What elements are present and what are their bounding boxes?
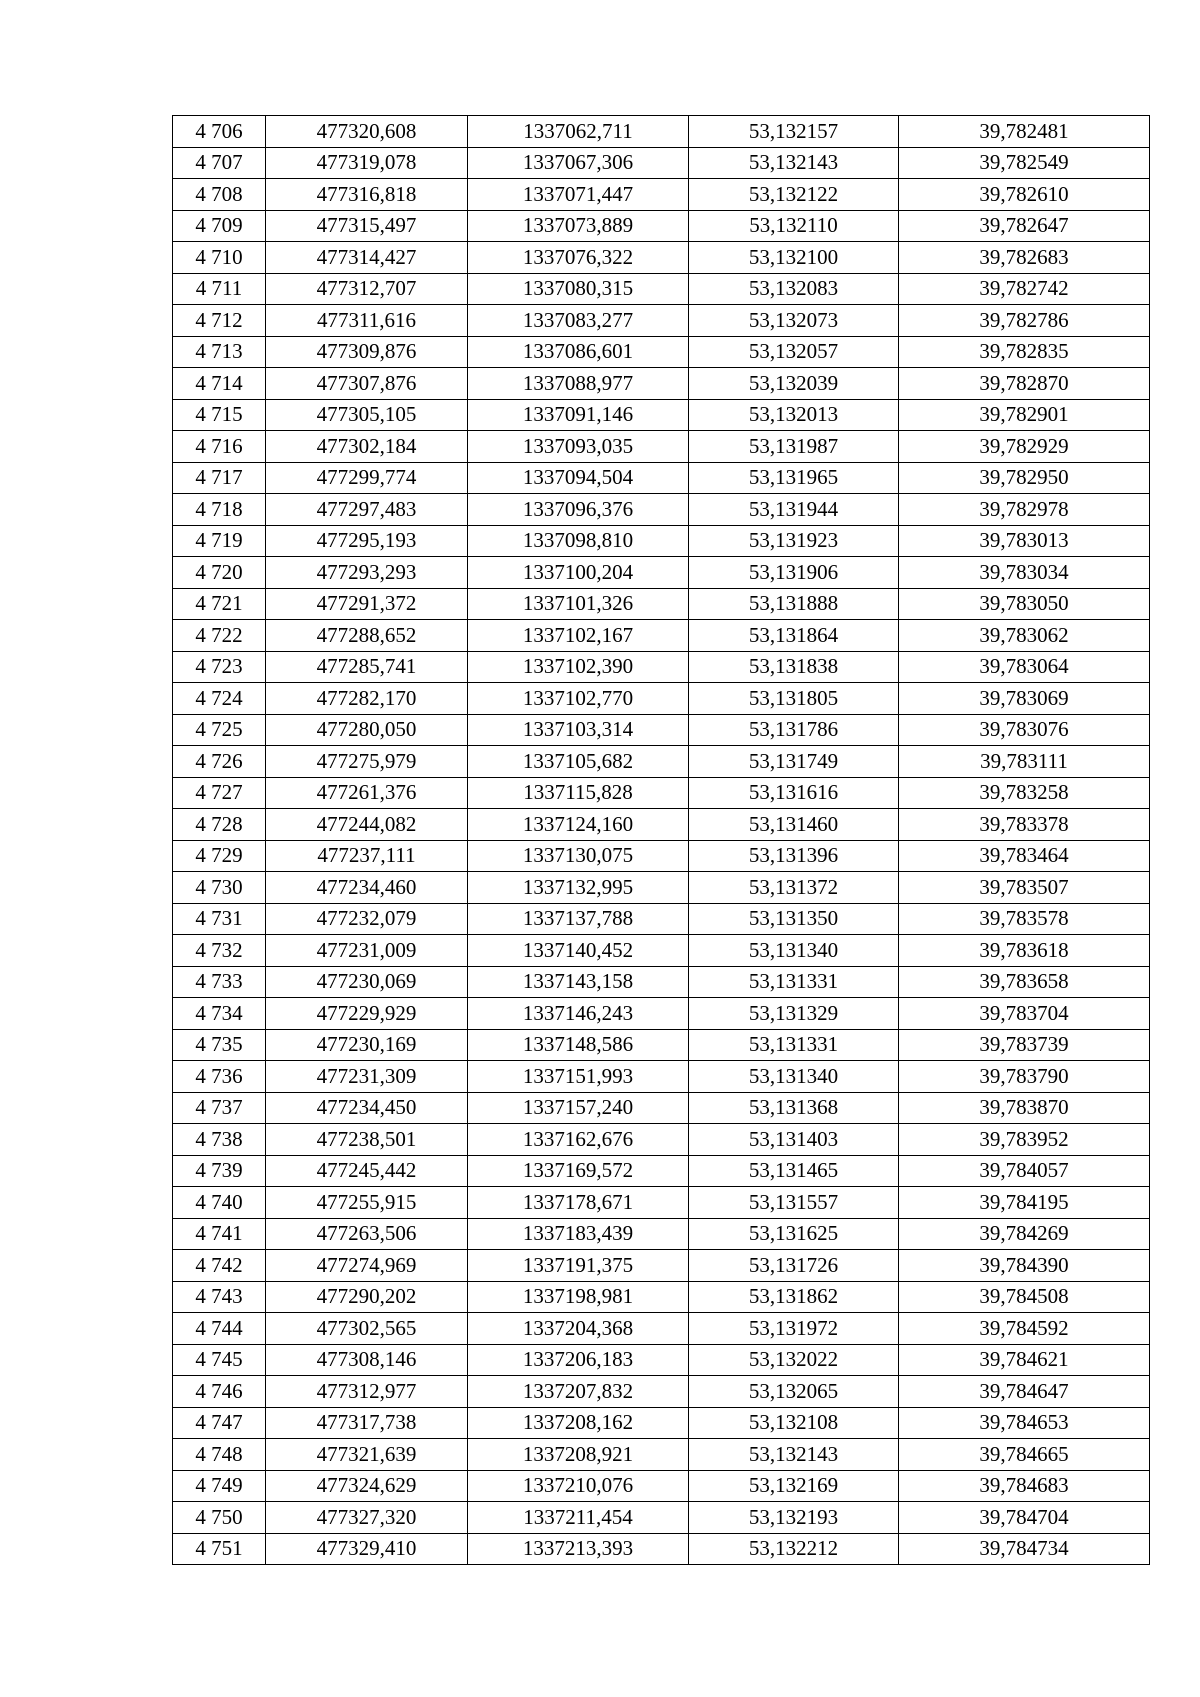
- latitude-cell: 53,132100: [689, 242, 899, 274]
- y-coordinate-cell: 1337088,977: [468, 368, 689, 400]
- y-coordinate-cell: 1337080,315: [468, 273, 689, 305]
- y-coordinate-cell: 1337096,376: [468, 494, 689, 526]
- longitude-cell: 39,783050: [899, 588, 1150, 620]
- longitude-cell: 39,783618: [899, 935, 1150, 967]
- x-coordinate-cell: 477319,078: [266, 147, 468, 179]
- table-row: [173, 683, 1150, 715]
- longitude-cell: 39,784269: [899, 1218, 1150, 1250]
- x-coordinate-cell: 477280,050: [266, 714, 468, 746]
- longitude-cell: 39,783464: [899, 840, 1150, 872]
- x-coordinate-cell: 477275,979: [266, 746, 468, 778]
- point-number-cell: 4 739: [173, 1155, 266, 1187]
- y-coordinate-cell: 1337086,601: [468, 336, 689, 368]
- latitude-cell: 53,132065: [689, 1376, 899, 1408]
- latitude-cell: 53,131972: [689, 1313, 899, 1345]
- x-coordinate-cell: 477295,193: [266, 525, 468, 557]
- point-number-cell: 4 745: [173, 1344, 266, 1376]
- x-coordinate-cell: 477245,442: [266, 1155, 468, 1187]
- latitude-cell: 53,131625: [689, 1218, 899, 1250]
- x-coordinate-cell: 477261,376: [266, 777, 468, 809]
- point-number-cell: 4 730: [173, 872, 266, 904]
- y-coordinate-cell: 1337105,682: [468, 746, 689, 778]
- y-coordinate-cell: 1337094,504: [468, 462, 689, 494]
- latitude-cell: 53,131864: [689, 620, 899, 652]
- y-coordinate-cell: 1337178,671: [468, 1187, 689, 1219]
- point-number-cell: 4 732: [173, 935, 266, 967]
- latitude-cell: 53,132073: [689, 305, 899, 337]
- x-coordinate-cell: 477229,929: [266, 998, 468, 1030]
- x-coordinate-cell: 477321,639: [266, 1439, 468, 1471]
- point-number-cell: 4 741: [173, 1218, 266, 1250]
- point-number-cell: 4 748: [173, 1439, 266, 1471]
- y-coordinate-cell: 1337071,447: [468, 179, 689, 211]
- y-coordinate-cell: 1337137,788: [468, 903, 689, 935]
- latitude-cell: 53,131331: [689, 1029, 899, 1061]
- longitude-cell: 39,784508: [899, 1281, 1150, 1313]
- table-row: [173, 1124, 1150, 1156]
- point-number-cell: 4 709: [173, 210, 266, 242]
- y-coordinate-cell: 1337062,711: [468, 116, 689, 148]
- longitude-cell: 39,784647: [899, 1376, 1150, 1408]
- longitude-cell: 39,784734: [899, 1533, 1150, 1565]
- x-coordinate-cell: 477299,774: [266, 462, 468, 494]
- latitude-cell: 53,132143: [689, 1439, 899, 1471]
- longitude-cell: 39,782870: [899, 368, 1150, 400]
- table-row: [173, 1502, 1150, 1534]
- table-row: [173, 1281, 1150, 1313]
- latitude-cell: 53,132193: [689, 1502, 899, 1534]
- table-row: [173, 998, 1150, 1030]
- x-coordinate-cell: 477309,876: [266, 336, 468, 368]
- point-number-cell: 4 749: [173, 1470, 266, 1502]
- x-coordinate-cell: 477234,460: [266, 872, 468, 904]
- point-number-cell: 4 713: [173, 336, 266, 368]
- table-row: [173, 210, 1150, 242]
- x-coordinate-cell: 477311,616: [266, 305, 468, 337]
- x-coordinate-cell: 477230,169: [266, 1029, 468, 1061]
- table-row: [173, 116, 1150, 148]
- y-coordinate-cell: 1337102,167: [468, 620, 689, 652]
- point-number-cell: 4 707: [173, 147, 266, 179]
- point-number-cell: 4 737: [173, 1092, 266, 1124]
- x-coordinate-cell: 477312,977: [266, 1376, 468, 1408]
- longitude-cell: 39,783062: [899, 620, 1150, 652]
- latitude-cell: 53,131331: [689, 966, 899, 998]
- point-number-cell: 4 711: [173, 273, 266, 305]
- x-coordinate-cell: 477307,876: [266, 368, 468, 400]
- point-number-cell: 4 736: [173, 1061, 266, 1093]
- x-coordinate-cell: 477237,111: [266, 840, 468, 872]
- y-coordinate-cell: 1337198,981: [468, 1281, 689, 1313]
- y-coordinate-cell: 1337146,243: [468, 998, 689, 1030]
- y-coordinate-cell: 1337100,204: [468, 557, 689, 589]
- table-row: [173, 1344, 1150, 1376]
- latitude-cell: 53,131616: [689, 777, 899, 809]
- point-number-cell: 4 743: [173, 1281, 266, 1313]
- table-row: [173, 935, 1150, 967]
- longitude-cell: 39,782683: [899, 242, 1150, 274]
- latitude-cell: 53,132110: [689, 210, 899, 242]
- latitude-cell: 53,131329: [689, 998, 899, 1030]
- y-coordinate-cell: 1337124,160: [468, 809, 689, 841]
- point-number-cell: 4 751: [173, 1533, 266, 1565]
- latitude-cell: 53,132143: [689, 147, 899, 179]
- latitude-cell: 53,131786: [689, 714, 899, 746]
- latitude-cell: 53,132157: [689, 116, 899, 148]
- table-row: [173, 777, 1150, 809]
- latitude-cell: 53,131862: [689, 1281, 899, 1313]
- point-number-cell: 4 734: [173, 998, 266, 1030]
- x-coordinate-cell: 477308,146: [266, 1344, 468, 1376]
- table-row: [173, 1218, 1150, 1250]
- x-coordinate-cell: 477329,410: [266, 1533, 468, 1565]
- x-coordinate-cell: 477302,565: [266, 1313, 468, 1345]
- x-coordinate-cell: 477232,079: [266, 903, 468, 935]
- latitude-cell: 53,132122: [689, 179, 899, 211]
- longitude-cell: 39,783578: [899, 903, 1150, 935]
- latitude-cell: 53,131906: [689, 557, 899, 589]
- table-row: [173, 336, 1150, 368]
- y-coordinate-cell: 1337210,076: [468, 1470, 689, 1502]
- table-row: [173, 746, 1150, 778]
- longitude-cell: 39,783870: [899, 1092, 1150, 1124]
- y-coordinate-cell: 1337169,572: [468, 1155, 689, 1187]
- x-coordinate-cell: 477291,372: [266, 588, 468, 620]
- longitude-cell: 39,782481: [899, 116, 1150, 148]
- longitude-cell: 39,784683: [899, 1470, 1150, 1502]
- table-row: [173, 305, 1150, 337]
- y-coordinate-cell: 1337151,993: [468, 1061, 689, 1093]
- table-row: [173, 714, 1150, 746]
- longitude-cell: 39,783378: [899, 809, 1150, 841]
- x-coordinate-cell: 477327,320: [266, 1502, 468, 1534]
- longitude-cell: 39,784653: [899, 1407, 1150, 1439]
- longitude-cell: 39,783258: [899, 777, 1150, 809]
- table-row: [173, 651, 1150, 683]
- y-coordinate-cell: 1337076,322: [468, 242, 689, 274]
- longitude-cell: 39,782950: [899, 462, 1150, 494]
- x-coordinate-cell: 477317,738: [266, 1407, 468, 1439]
- point-number-cell: 4 718: [173, 494, 266, 526]
- point-number-cell: 4 728: [173, 809, 266, 841]
- longitude-cell: 39,784665: [899, 1439, 1150, 1471]
- longitude-cell: 39,782610: [899, 179, 1150, 211]
- latitude-cell: 53,132057: [689, 336, 899, 368]
- point-number-cell: 4 708: [173, 179, 266, 211]
- point-number-cell: 4 727: [173, 777, 266, 809]
- x-coordinate-cell: 477293,293: [266, 557, 468, 589]
- point-number-cell: 4 733: [173, 966, 266, 998]
- longitude-cell: 39,783739: [899, 1029, 1150, 1061]
- latitude-cell: 53,131396: [689, 840, 899, 872]
- table-row: [173, 1470, 1150, 1502]
- y-coordinate-cell: 1337162,676: [468, 1124, 689, 1156]
- longitude-cell: 39,784592: [899, 1313, 1150, 1345]
- point-number-cell: 4 706: [173, 116, 266, 148]
- x-coordinate-cell: 477231,309: [266, 1061, 468, 1093]
- y-coordinate-cell: 1337204,368: [468, 1313, 689, 1345]
- x-coordinate-cell: 477312,707: [266, 273, 468, 305]
- latitude-cell: 53,131987: [689, 431, 899, 463]
- y-coordinate-cell: 1337143,158: [468, 966, 689, 998]
- x-coordinate-cell: 477230,069: [266, 966, 468, 998]
- point-number-cell: 4 746: [173, 1376, 266, 1408]
- latitude-cell: 53,131805: [689, 683, 899, 715]
- point-number-cell: 4 710: [173, 242, 266, 274]
- table-row: [173, 525, 1150, 557]
- table-row: [173, 368, 1150, 400]
- y-coordinate-cell: 1337098,810: [468, 525, 689, 557]
- y-coordinate-cell: 1337073,889: [468, 210, 689, 242]
- point-number-cell: 4 740: [173, 1187, 266, 1219]
- y-coordinate-cell: 1337102,770: [468, 683, 689, 715]
- latitude-cell: 53,131944: [689, 494, 899, 526]
- longitude-cell: 39,783076: [899, 714, 1150, 746]
- table-row: [173, 1313, 1150, 1345]
- latitude-cell: 53,131460: [689, 809, 899, 841]
- longitude-cell: 39,784621: [899, 1344, 1150, 1376]
- latitude-cell: 53,131340: [689, 1061, 899, 1093]
- table-row: [173, 1439, 1150, 1471]
- point-number-cell: 4 726: [173, 746, 266, 778]
- longitude-cell: 39,782835: [899, 336, 1150, 368]
- point-number-cell: 4 731: [173, 903, 266, 935]
- point-number-cell: 4 712: [173, 305, 266, 337]
- table-row: [173, 872, 1150, 904]
- longitude-cell: 39,784390: [899, 1250, 1150, 1282]
- longitude-cell: 39,783034: [899, 557, 1150, 589]
- x-coordinate-cell: 477255,915: [266, 1187, 468, 1219]
- latitude-cell: 53,132083: [689, 273, 899, 305]
- y-coordinate-cell: 1337091,146: [468, 399, 689, 431]
- table-row: [173, 147, 1150, 179]
- latitude-cell: 53,131368: [689, 1092, 899, 1124]
- y-coordinate-cell: 1337101,326: [468, 588, 689, 620]
- point-number-cell: 4 716: [173, 431, 266, 463]
- table-row: [173, 1061, 1150, 1093]
- table-row: [173, 588, 1150, 620]
- latitude-cell: 53,131557: [689, 1187, 899, 1219]
- y-coordinate-cell: 1337157,240: [468, 1092, 689, 1124]
- table-row: [173, 557, 1150, 589]
- point-number-cell: 4 735: [173, 1029, 266, 1061]
- point-number-cell: 4 742: [173, 1250, 266, 1282]
- x-coordinate-cell: 477285,741: [266, 651, 468, 683]
- longitude-cell: 39,782549: [899, 147, 1150, 179]
- table-row: [173, 399, 1150, 431]
- y-coordinate-cell: 1337130,075: [468, 840, 689, 872]
- x-coordinate-cell: 477302,184: [266, 431, 468, 463]
- coordinates-table-body: [173, 116, 1150, 1565]
- latitude-cell: 53,132039: [689, 368, 899, 400]
- y-coordinate-cell: 1337208,162: [468, 1407, 689, 1439]
- latitude-cell: 53,132013: [689, 399, 899, 431]
- point-number-cell: 4 725: [173, 714, 266, 746]
- x-coordinate-cell: 477234,450: [266, 1092, 468, 1124]
- coordinates-table: [172, 115, 1150, 1565]
- x-coordinate-cell: 477290,202: [266, 1281, 468, 1313]
- latitude-cell: 53,131465: [689, 1155, 899, 1187]
- y-coordinate-cell: 1337093,035: [468, 431, 689, 463]
- table-row: [173, 1407, 1150, 1439]
- latitude-cell: 53,131726: [689, 1250, 899, 1282]
- longitude-cell: 39,783952: [899, 1124, 1150, 1156]
- point-number-cell: 4 715: [173, 399, 266, 431]
- longitude-cell: 39,782901: [899, 399, 1150, 431]
- point-number-cell: 4 723: [173, 651, 266, 683]
- x-coordinate-cell: 477320,608: [266, 116, 468, 148]
- latitude-cell: 53,132108: [689, 1407, 899, 1439]
- y-coordinate-cell: 1337083,277: [468, 305, 689, 337]
- point-number-cell: 4 724: [173, 683, 266, 715]
- longitude-cell: 39,783069: [899, 683, 1150, 715]
- latitude-cell: 53,131350: [689, 903, 899, 935]
- point-number-cell: 4 721: [173, 588, 266, 620]
- point-number-cell: 4 714: [173, 368, 266, 400]
- latitude-cell: 53,132212: [689, 1533, 899, 1565]
- longitude-cell: 39,782786: [899, 305, 1150, 337]
- point-number-cell: 4 720: [173, 557, 266, 589]
- point-number-cell: 4 738: [173, 1124, 266, 1156]
- x-coordinate-cell: 477274,969: [266, 1250, 468, 1282]
- x-coordinate-cell: 477288,652: [266, 620, 468, 652]
- y-coordinate-cell: 1337132,995: [468, 872, 689, 904]
- point-number-cell: 4 717: [173, 462, 266, 494]
- longitude-cell: 39,783790: [899, 1061, 1150, 1093]
- y-coordinate-cell: 1337103,314: [468, 714, 689, 746]
- x-coordinate-cell: 477297,483: [266, 494, 468, 526]
- longitude-cell: 39,782978: [899, 494, 1150, 526]
- point-number-cell: 4 729: [173, 840, 266, 872]
- x-coordinate-cell: 477282,170: [266, 683, 468, 715]
- x-coordinate-cell: 477316,818: [266, 179, 468, 211]
- x-coordinate-cell: 477314,427: [266, 242, 468, 274]
- point-number-cell: 4 747: [173, 1407, 266, 1439]
- longitude-cell: 39,782647: [899, 210, 1150, 242]
- longitude-cell: 39,783111: [899, 746, 1150, 778]
- table-row: [173, 1250, 1150, 1282]
- y-coordinate-cell: 1337148,586: [468, 1029, 689, 1061]
- point-number-cell: 4 722: [173, 620, 266, 652]
- latitude-cell: 53,131372: [689, 872, 899, 904]
- longitude-cell: 39,784704: [899, 1502, 1150, 1534]
- table-row: [173, 1376, 1150, 1408]
- latitude-cell: 53,131749: [689, 746, 899, 778]
- point-number-cell: 4 744: [173, 1313, 266, 1345]
- table-row: [173, 1533, 1150, 1565]
- table-row: [173, 966, 1150, 998]
- y-coordinate-cell: 1337102,390: [468, 651, 689, 683]
- longitude-cell: 39,782742: [899, 273, 1150, 305]
- latitude-cell: 53,131923: [689, 525, 899, 557]
- latitude-cell: 53,131965: [689, 462, 899, 494]
- longitude-cell: 39,783658: [899, 966, 1150, 998]
- table-row: [173, 242, 1150, 274]
- y-coordinate-cell: 1337140,452: [468, 935, 689, 967]
- longitude-cell: 39,783064: [899, 651, 1150, 683]
- table-row: [173, 431, 1150, 463]
- table-row: [173, 620, 1150, 652]
- table-row: [173, 273, 1150, 305]
- y-coordinate-cell: 1337206,183: [468, 1344, 689, 1376]
- table-row: [173, 1029, 1150, 1061]
- x-coordinate-cell: 477315,497: [266, 210, 468, 242]
- table-row: [173, 1187, 1150, 1219]
- latitude-cell: 53,132022: [689, 1344, 899, 1376]
- table-row: [173, 809, 1150, 841]
- longitude-cell: 39,782929: [899, 431, 1150, 463]
- latitude-cell: 53,131838: [689, 651, 899, 683]
- longitude-cell: 39,784057: [899, 1155, 1150, 1187]
- x-coordinate-cell: 477263,506: [266, 1218, 468, 1250]
- table-row: [173, 1092, 1150, 1124]
- longitude-cell: 39,783013: [899, 525, 1150, 557]
- y-coordinate-cell: 1337067,306: [468, 147, 689, 179]
- x-coordinate-cell: 477244,082: [266, 809, 468, 841]
- point-number-cell: 4 750: [173, 1502, 266, 1534]
- latitude-cell: 53,131888: [689, 588, 899, 620]
- x-coordinate-cell: 477324,629: [266, 1470, 468, 1502]
- x-coordinate-cell: 477305,105: [266, 399, 468, 431]
- latitude-cell: 53,131340: [689, 935, 899, 967]
- latitude-cell: 53,132169: [689, 1470, 899, 1502]
- longitude-cell: 39,783704: [899, 998, 1150, 1030]
- y-coordinate-cell: 1337183,439: [468, 1218, 689, 1250]
- y-coordinate-cell: 1337213,393: [468, 1533, 689, 1565]
- table-row: [173, 840, 1150, 872]
- x-coordinate-cell: 477231,009: [266, 935, 468, 967]
- longitude-cell: 39,783507: [899, 872, 1150, 904]
- table-row: [173, 179, 1150, 211]
- x-coordinate-cell: 477238,501: [266, 1124, 468, 1156]
- y-coordinate-cell: 1337211,454: [468, 1502, 689, 1534]
- y-coordinate-cell: 1337191,375: [468, 1250, 689, 1282]
- table-row: [173, 903, 1150, 935]
- y-coordinate-cell: 1337208,921: [468, 1439, 689, 1471]
- point-number-cell: 4 719: [173, 525, 266, 557]
- table-row: [173, 1155, 1150, 1187]
- longitude-cell: 39,784195: [899, 1187, 1150, 1219]
- y-coordinate-cell: 1337207,832: [468, 1376, 689, 1408]
- latitude-cell: 53,131403: [689, 1124, 899, 1156]
- y-coordinate-cell: 1337115,828: [468, 777, 689, 809]
- table-row: [173, 494, 1150, 526]
- table-row: [173, 462, 1150, 494]
